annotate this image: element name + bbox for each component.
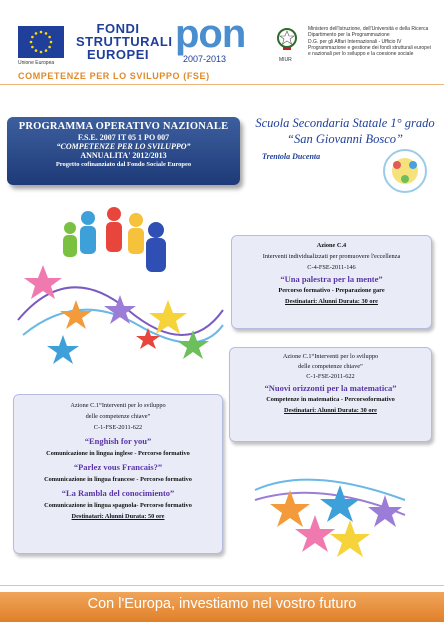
school-town: Trentola Ducenta — [262, 152, 321, 161]
ministry-line-3: D.G. per gli Affari Internazionali - Ufficio IV — [308, 38, 402, 45]
footer-divider — [0, 585, 444, 586]
school-logo-icon — [382, 148, 428, 194]
c1m-destinatari: Destinatari: Alunni Durata: 30 ore — [284, 407, 377, 414]
c1l-destinatari: Destinatari: Alunni Durata: 50 ore — [71, 513, 165, 520]
ministry-line-5: e nazionali per lo sviluppo e la coesione sociale — [308, 51, 414, 58]
fondi-strutturali-logo — [76, 21, 173, 62]
c1l-code: C-1-FSE-2011-622 — [93, 424, 143, 431]
c4-course-type: Percorso formativo - Preparazione gare — [278, 287, 385, 294]
programma-funding: Progetto cofinanziato dal Fondo Sociale Europeo — [55, 161, 192, 168]
c4-code: C-4-FSE-2011-146 — [307, 264, 356, 271]
c1m-code: C-1-FSE-2011-622 — [306, 373, 355, 380]
children-stars-illustration — [8, 200, 230, 370]
ministry-text — [308, 26, 440, 57]
azione-c1-matematica-box — [229, 347, 432, 442]
eu-label: Unione Europea — [18, 60, 55, 66]
competenze-subtitle: COMPETENZE PER LO SVILUPPO (FSE) — [18, 71, 210, 81]
c1l-french-course: Comunicazione in lingua francese - Percorso formativo — [44, 476, 192, 483]
programma-year: ANNUALITA' 2012/2013 — [80, 151, 167, 160]
pon-years: 2007-2013 — [183, 54, 227, 64]
ministry-line-4: Programmazione e gestione dei fondi strutturali europei — [308, 44, 431, 51]
footer-banner-text: Con l'Europa, investiamo nel vostro futuro — [87, 596, 357, 612]
c1l-spanish-course: Comunicazione in lingua spagnola- Percorso formativo — [44, 502, 192, 509]
school-name-line-2: “San Giovanni Bosco” — [287, 132, 403, 146]
italian-republic-emblem-icon — [276, 26, 298, 52]
c4-description: Interventi individualizzati per promuovere l'eccellenza — [262, 253, 401, 260]
programma-title: PROGRAMMA OPERATIVO NAZIONALE — [18, 121, 229, 132]
eu-flag-logo — [18, 26, 64, 58]
fondi-line-1: FONDI — [96, 21, 140, 36]
c1l-spanish-title: “La Rambla del conocimiento” — [61, 488, 175, 498]
c4-destinatari: Destinatari: Alunni Durata: 30 ore — [285, 298, 378, 305]
c4-course-title: “Una palestra per la mente” — [280, 274, 383, 284]
c1l-english-title: “Enghish for you” — [84, 436, 152, 446]
azione-c4-box — [231, 235, 432, 329]
c1l-action-2: delle competenze chiave” — [85, 413, 151, 420]
c4-action: Azione C.4 — [316, 242, 347, 249]
header-divider — [0, 84, 444, 85]
stars-illustration — [250, 460, 410, 565]
c1m-action-2: delle competenze chiave” — [298, 363, 363, 370]
ministry-line-1: Ministero dell'Istruzione, dell'Università e della Ricerca — [308, 26, 429, 32]
ministry-line-2: Dipartimento per la Programmazione — [308, 32, 390, 39]
pon-logo: pon — [175, 12, 246, 56]
c1m-course-title: “Nuovi orizzonti per la matematica” — [264, 383, 397, 393]
c1l-english-course: Comunicazione in lingua inglese - Percorso formativo — [46, 450, 190, 457]
programma-subtitle: “COMPETENZE PER LO SVILUPPO” — [56, 142, 191, 151]
c1m-action: Azione C.1“Interventi per lo sviluppo — [282, 353, 379, 360]
programma-operativo-box — [7, 117, 240, 185]
school-name-line-1: Scuola Secondaria Statale 1° grado — [255, 116, 435, 130]
fondi-line-3: EUROPEI — [86, 47, 149, 62]
programma-code: F.S.E. 2007 IT 05 1 PO 007 — [77, 133, 170, 142]
miur-label: MIUR — [279, 57, 292, 63]
c1m-course-type: Competenze in matematica - Percorsoformativo — [266, 396, 395, 403]
c1l-action: Azione C.1“Interventi per lo sviluppo — [70, 402, 166, 409]
azione-c1-lingue-box — [13, 394, 223, 554]
fondi-line-2: STRUTTURALI — [76, 34, 173, 49]
c1l-french-title: “Parlez vous Francais?” — [73, 462, 163, 472]
